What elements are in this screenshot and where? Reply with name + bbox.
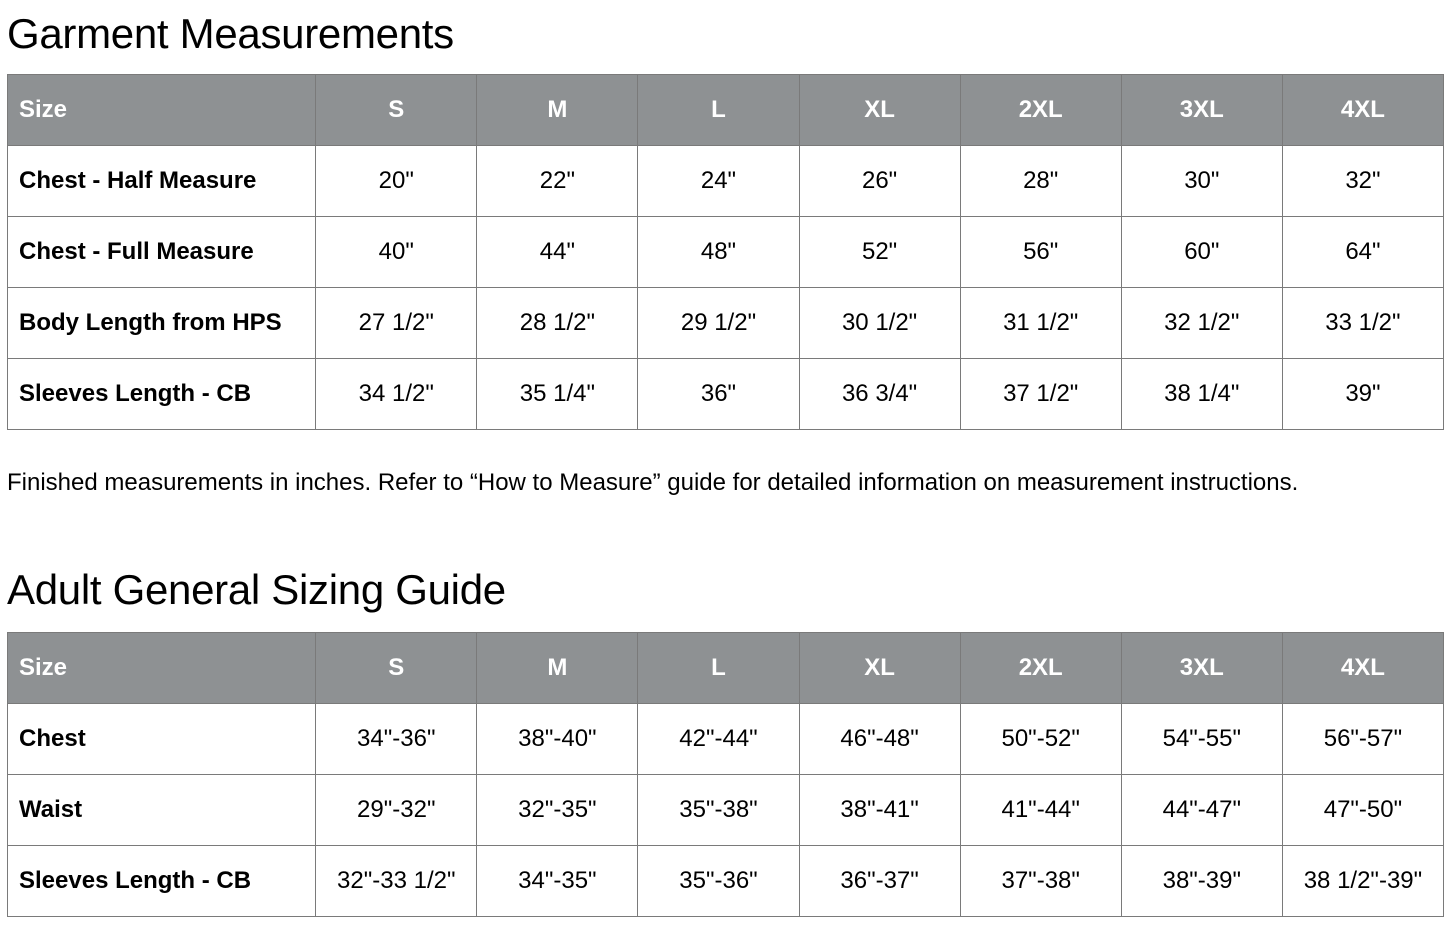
measurement-cell: 32"	[1282, 146, 1443, 217]
measurement-cell: 31 1/2"	[960, 288, 1121, 359]
size-column-header: Size	[8, 633, 316, 704]
measurement-cell: 34"-36"	[316, 704, 477, 775]
measurement-cell: 37"-38"	[960, 846, 1121, 917]
measurement-cell: 38"-41"	[799, 775, 960, 846]
measurement-cell: 38 1/2"-39"	[1282, 846, 1443, 917]
measurement-cell: 28 1/2"	[477, 288, 638, 359]
row-label: Sleeves Length - CB	[8, 846, 316, 917]
row-label: Chest - Half Measure	[8, 146, 316, 217]
measurement-cell: 24"	[638, 146, 799, 217]
measurement-cell: 39"	[1282, 359, 1443, 430]
table-row	[8, 146, 1444, 217]
measurement-cell: 22"	[477, 146, 638, 217]
header-row	[8, 633, 1444, 704]
measurement-cell: 36"-37"	[799, 846, 960, 917]
garment-measurements-table	[7, 74, 1444, 430]
row-label: Sleeves Length - CB	[8, 359, 316, 430]
measurement-cell: 32"-33 1/2"	[316, 846, 477, 917]
size-header-3xl: 3XL	[1121, 75, 1282, 146]
measurement-cell: 47"-50"	[1282, 775, 1443, 846]
measurement-cell: 44"-47"	[1121, 775, 1282, 846]
measurement-cell: 34 1/2"	[316, 359, 477, 430]
measurement-cell: 33 1/2"	[1282, 288, 1443, 359]
table-row	[8, 288, 1444, 359]
measurement-cell: 38"-39"	[1121, 846, 1282, 917]
measurement-cell: 36 3/4"	[799, 359, 960, 430]
table-row	[8, 217, 1444, 288]
table-body	[8, 704, 1444, 917]
measurement-cell: 60"	[1121, 217, 1282, 288]
row-label: Chest	[8, 704, 316, 775]
table-row	[8, 359, 1444, 430]
measurement-cell: 35"-38"	[638, 775, 799, 846]
adult-sizing-guide-title: Adult General Sizing Guide	[7, 566, 506, 613]
adult-sizing-guide-table	[7, 632, 1444, 917]
table-row	[8, 846, 1444, 917]
measurement-cell: 56"	[960, 217, 1121, 288]
table-header	[8, 633, 1444, 704]
measurement-cell: 28"	[960, 146, 1121, 217]
measurement-cell: 32"-35"	[477, 775, 638, 846]
size-header-m: M	[477, 633, 638, 704]
row-label: Body Length from HPS	[8, 288, 316, 359]
measurement-cell: 54"-55"	[1121, 704, 1282, 775]
size-header-xl: XL	[799, 75, 960, 146]
header-row	[8, 75, 1444, 146]
size-header-4xl: 4XL	[1282, 75, 1443, 146]
measurement-cell: 26"	[799, 146, 960, 217]
garment-measurements-title: Garment Measurements	[7, 10, 454, 57]
measurement-cell: 29 1/2"	[638, 288, 799, 359]
measurement-cell: 40"	[316, 217, 477, 288]
size-header-2xl: 2XL	[960, 75, 1121, 146]
measurement-cell: 38"-40"	[477, 704, 638, 775]
measurement-cell: 64"	[1282, 217, 1443, 288]
measurement-cell: 32 1/2"	[1121, 288, 1282, 359]
size-header-2xl: 2XL	[960, 633, 1121, 704]
measurement-cell: 50"-52"	[960, 704, 1121, 775]
size-column-header: Size	[8, 75, 316, 146]
table-row	[8, 704, 1444, 775]
measurement-cell: 41"-44"	[960, 775, 1121, 846]
measurement-cell: 44"	[477, 217, 638, 288]
measurement-cell: 20"	[316, 146, 477, 217]
measurement-cell: 56"-57"	[1282, 704, 1443, 775]
measurement-cell: 46"-48"	[799, 704, 960, 775]
measurement-note: Finished measurements in inches. Refer to “How to Measure” guide for detailed information on measurement instructions.	[7, 469, 1299, 496]
measurement-cell: 30"	[1121, 146, 1282, 217]
measurement-cell: 27 1/2"	[316, 288, 477, 359]
measurement-cell: 38 1/4"	[1121, 359, 1282, 430]
row-label: Chest - Full Measure	[8, 217, 316, 288]
row-label: Waist	[8, 775, 316, 846]
size-header-3xl: 3XL	[1121, 633, 1282, 704]
size-header-l: L	[638, 75, 799, 146]
size-header-s: S	[316, 75, 477, 146]
measurement-cell: 37 1/2"	[960, 359, 1121, 430]
size-header-l: L	[638, 633, 799, 704]
table-row	[8, 775, 1444, 846]
table-header	[8, 75, 1444, 146]
size-header-m: M	[477, 75, 638, 146]
measurement-cell: 35"-36"	[638, 846, 799, 917]
measurement-cell: 48"	[638, 217, 799, 288]
measurement-cell: 52"	[799, 217, 960, 288]
size-header-s: S	[316, 633, 477, 704]
size-header-4xl: 4XL	[1282, 633, 1443, 704]
measurement-cell: 36"	[638, 359, 799, 430]
measurement-cell: 34"-35"	[477, 846, 638, 917]
measurement-cell: 29"-32"	[316, 775, 477, 846]
measurement-cell: 35 1/4"	[477, 359, 638, 430]
table-body	[8, 146, 1444, 430]
measurement-cell: 30 1/2"	[799, 288, 960, 359]
measurement-cell: 42"-44"	[638, 704, 799, 775]
size-header-xl: XL	[799, 633, 960, 704]
